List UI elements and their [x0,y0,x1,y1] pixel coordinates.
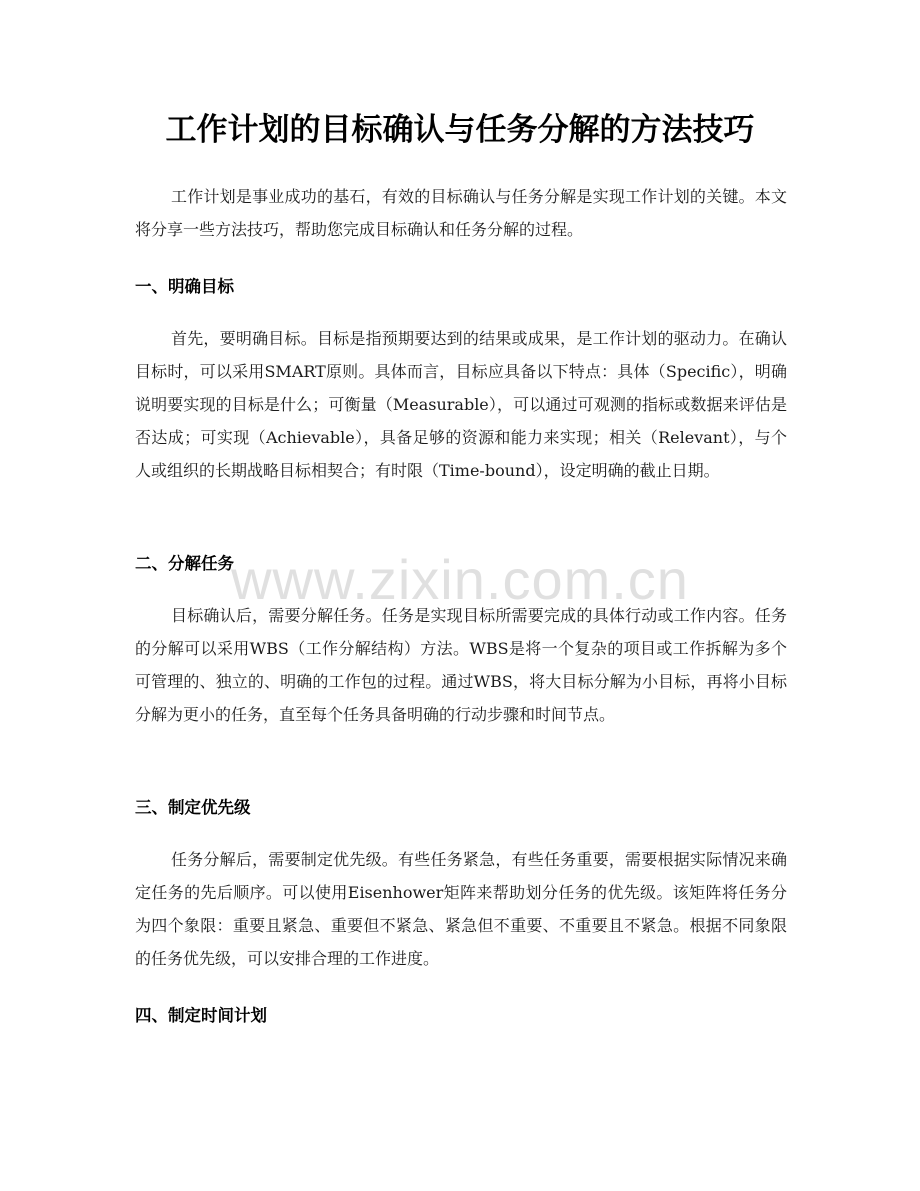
section-body-1: 首先，要明确目标。目标是指预期要达到的结果或成果，是工作计划的驱动力。在确认目标时，可以采用SMART原则。具体而言，目标应具备以下特点：具体（Specific），明确说明要实现的目标是什么；可衡量（Measurable），可以通过可观测的指标或数据来评估是否达成；可实现（Achievable），具备足够的资源和能力来实现；相关（Relevant），与个人或组织的长期战略目标相契合；有时限（Time-bound），设定明确的截止日期。 [135,329,787,480]
intro-paragraph: 工作计划是事业成功的基石，有效的目标确认与任务分解是实现工作计划的关键。本文将分享一些方法技巧，帮助您完成目标确认和任务分解的过程。 [135,187,787,239]
section-heading-4: 四、制定时间计划 [135,1006,267,1025]
watermark: www.zixin.com.cn [231,548,689,611]
section-body-2: 目标确认后，需要分解任务。任务是实现目标所需要完成的具体行动或工作内容。任务的分解可以采用WBS（工作分解结构）方法。WBS是将一个复杂的项目或工作拆解为多个可管理的、独立的、明确的工作包的过程。通过WBS，将大目标分解为小目标，再将小目标分解为更小的任务，直至每个任务具备明确的行动步骤和时间节点。 [135,606,787,724]
section-heading-3: 三、制定优先级 [135,798,251,817]
section-body-3: 任务分解后，需要制定优先级。有些任务紧急，有些任务重要，需要根据实际情况来确定任务的先后顺序。可以使用Eisenhower矩阵来帮助划分任务的优先级。该矩阵将任务分为四个象限：重要且紧急、重要但不紧急、紧急但不重要、不重要且不紧急。根据不同象限的任务优先级，可以安排合理的工作进度。 [135,850,787,968]
section-heading-2: 二、分解任务 [135,554,234,573]
document-title: 工作计划的目标确认与任务分解的方法技巧 [165,112,755,148]
section-heading-1: 一、明确目标 [135,277,234,296]
